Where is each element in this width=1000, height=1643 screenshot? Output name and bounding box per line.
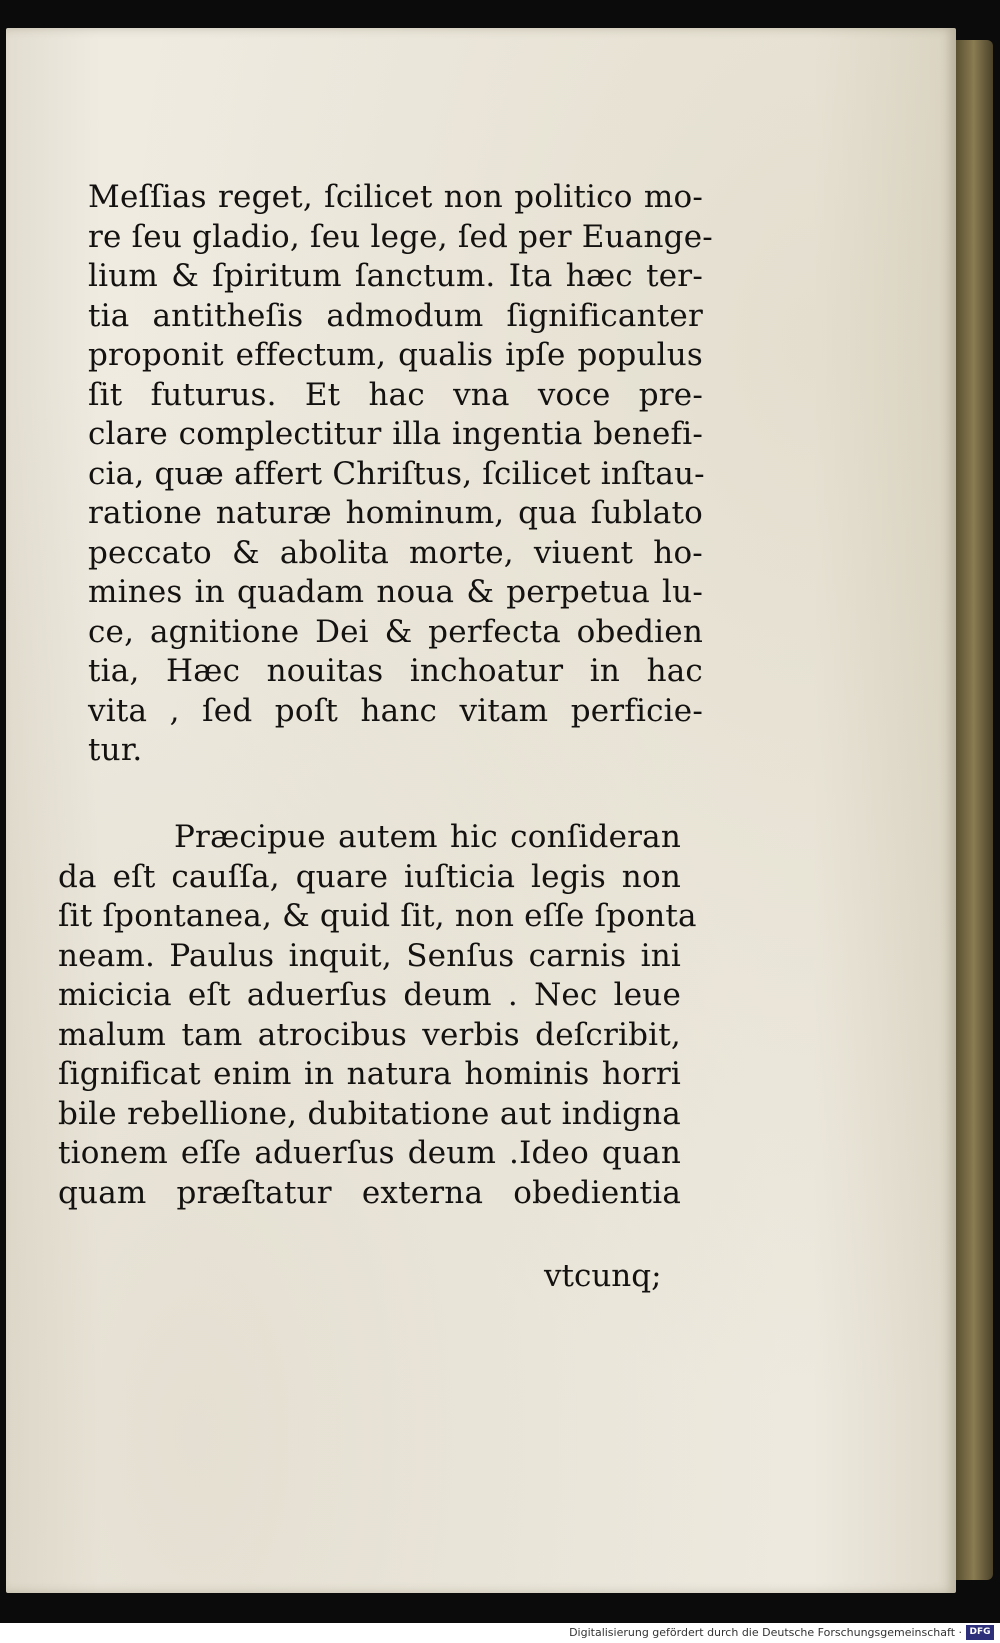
text-line: proponit effectum, qualis ipſe populus bbox=[88, 337, 703, 373]
text-line: peccato & abolita morte, viuent ho- bbox=[88, 534, 703, 571]
text-line: malum tam atrocibus verbis deſcribit, bbox=[58, 1016, 681, 1053]
text-line: vita , ſed poſt hanc vitam perficie- bbox=[88, 692, 703, 729]
text-line: quam præſtatur externa obedientia bbox=[58, 1174, 681, 1211]
text-line: re ſeu gladio, ſeu lege, ſed per Euange- bbox=[88, 218, 713, 255]
text-line: mines in quadam noua & perpetua lu- bbox=[88, 574, 703, 610]
dfg-logo-icon: DFG bbox=[966, 1625, 994, 1640]
book-page bbox=[6, 28, 956, 1593]
paragraph-1 bbox=[88, 178, 713, 771]
text-line: tia, Hæc nouitas inchoatur in hac bbox=[88, 653, 703, 689]
catchword: vtcunq; bbox=[544, 1258, 662, 1294]
text-line: ſit ſpontanea, & quid ſit, non eſſe ſponta bbox=[58, 898, 697, 934]
text-line: da eſt cauſſa, quare iuſticia legis non bbox=[58, 858, 681, 895]
text-line: ſignificat enim in natura hominis horri bbox=[58, 1056, 681, 1092]
text-line: micicia eſt aduerſus deum . Nec leue bbox=[58, 977, 681, 1013]
text-line: ratione naturæ hominum, qua ſublato bbox=[88, 495, 703, 531]
text-line: bile rebellione, dubitatione aut indigna bbox=[58, 1095, 681, 1132]
text-line: tia antitheſis admodum ſignificanter bbox=[88, 297, 703, 334]
text-line: Meſſias reget, ſcilicet non politico mo- bbox=[88, 179, 703, 215]
text-line: tur. bbox=[88, 732, 143, 768]
footer-credit: Digitalisierung gefördert durch die Deutsche Forschungsgemeinschaft · bbox=[569, 1626, 962, 1639]
text-line: ce, agnitione Dei & perfecta obedien bbox=[88, 613, 703, 650]
text-line: lium & ſpiritum ſanctum. Ita hæc ter- bbox=[88, 258, 703, 294]
text-line: ſit futurus. Et hac vna voce pre- bbox=[88, 376, 703, 413]
text-line: cia, quæ affert Chriſtus, ſcilicet inſtau- bbox=[88, 455, 705, 492]
paragraph-2 bbox=[58, 818, 697, 1213]
text-line: tionem eſſe aduerſus deum .Ideo quan bbox=[58, 1135, 681, 1171]
text-line: neam. Paulus inquit, Senſus carnis ini bbox=[58, 937, 681, 974]
text-line: Præcipue autem hic conſideran bbox=[174, 819, 681, 855]
text-line: clare complectitur illa ingentia benefi- bbox=[88, 416, 703, 452]
